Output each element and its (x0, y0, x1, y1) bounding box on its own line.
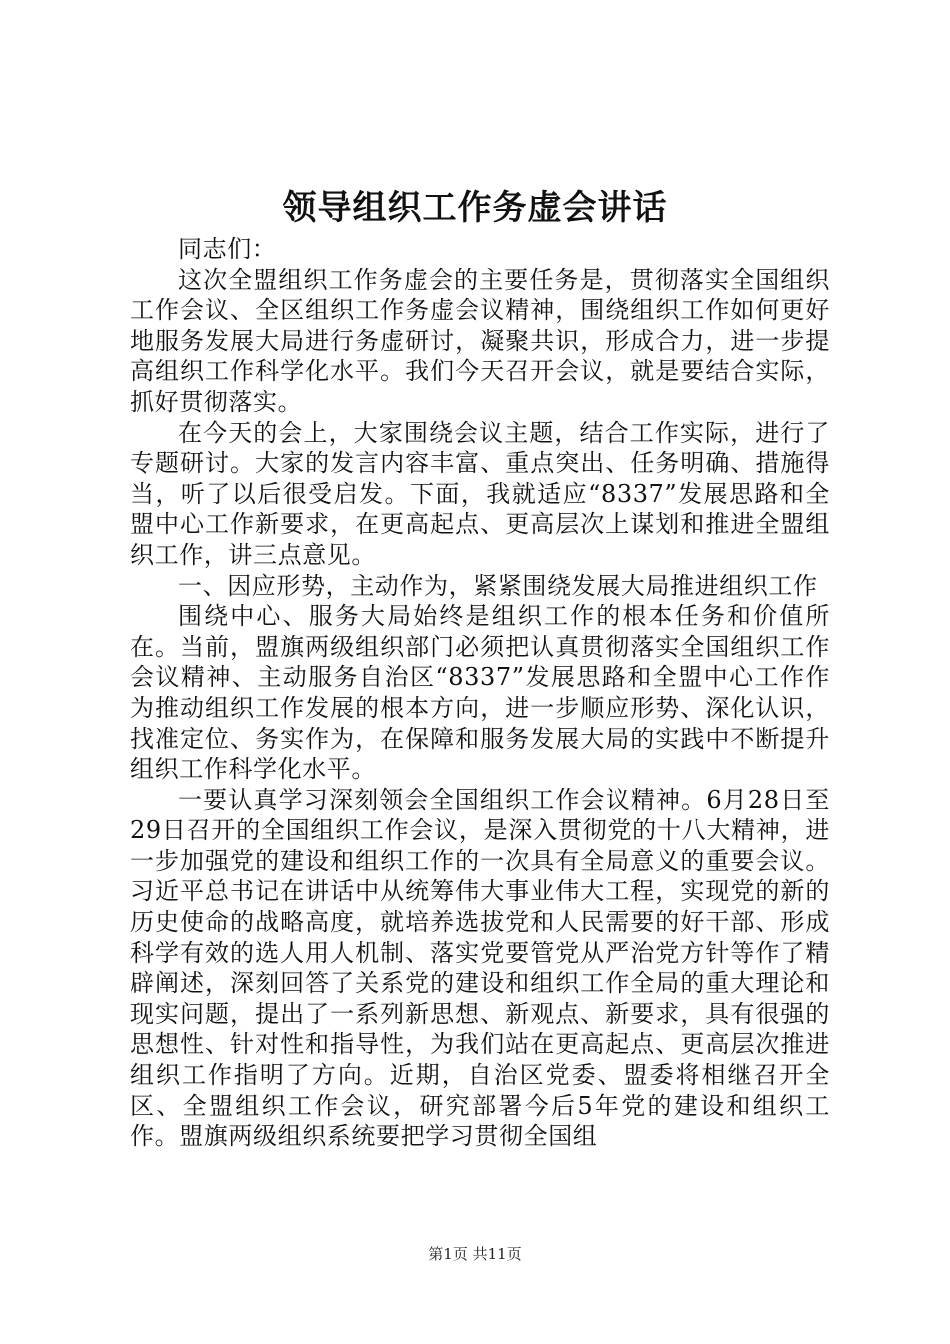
body-paragraph: 围绕中心、服务大局始终是组织工作的根本任务和价值所在。当前，盟旗两级组织部门必须把认真贯彻落实全国组织工作会议精神、主动服务自治区“8337”发展思路和全盟中心工作作为推动组织工作发展的根本方向，进一步顺应形势、深化认识，找准定位、务实作为，在保障和服务发展大局的实践中不断提升组织工作科学化水平。 (130, 602, 830, 784)
body-paragraph: 这次全盟组织工作务虚会的主要任务是，贯彻落实全国组织工作会议、全区组织工作务虚会议精神，围绕组织工作如何更好地服务发展大局进行务虚研讨，凝聚共识，形成合力，进一步提高组织工作科学化水平。我们今天召开会议，就是要结合实际，抓好贯彻落实。 (130, 265, 830, 416)
page-number-footer: 第1页 共11页 (428, 1245, 522, 1263)
document-title: 领导组织工作务虚会讲话 (282, 188, 668, 228)
body-paragraph: 在今天的会上，大家围绕会议主题，结合工作实际，进行了专题研讨。大家的发言内容丰富、重点突出、任务明确、措施得当，听了以后很受启发。下面，我就适应“8337”发展思路和全盟中心工作新要求，在更高起点、更高层次上谋划和推进全盟组织工作，讲三点意见。 (130, 418, 830, 569)
body-paragraph: 一要认真学习深刻领会全国组织工作会议精神。6月28日至29日召开的全国组织工作会议，是深入贯彻党的十八大精神，进一步加强党的建设和组织工作的一次具有全局意义的重要会议。习近平总书记在讲话中从统筹伟大事业伟大工程，实现党的新的历史使命的战略高度，就培养选拔党和人民需要的好干部、形成科学有效的选人用人机制、落实党要管党从严治党方针等作了精辟阐述，深刻回答了关系党的建设和组织工作全局的重大理论和现实问题，提出了一系列新思想、新观点、新要求，具有很强的思想性、针对性和指导性，为我们站在更高起点、更高层次推进组织工作指明了方向。近期，自治区党委、盟委将相继召开全区、全盟组织工作会议，研究部署今后5年党的建设和组织工作。盟旗两级组织系统要把学习贯彻全国组 (130, 785, 830, 1151)
document-body (130, 234, 830, 1152)
salutation-paragraph: 同志们： (178, 235, 277, 263)
section-heading: 一、因应形势，主动作为，紧紧围绕发展大局推进组织工作 (178, 571, 818, 600)
